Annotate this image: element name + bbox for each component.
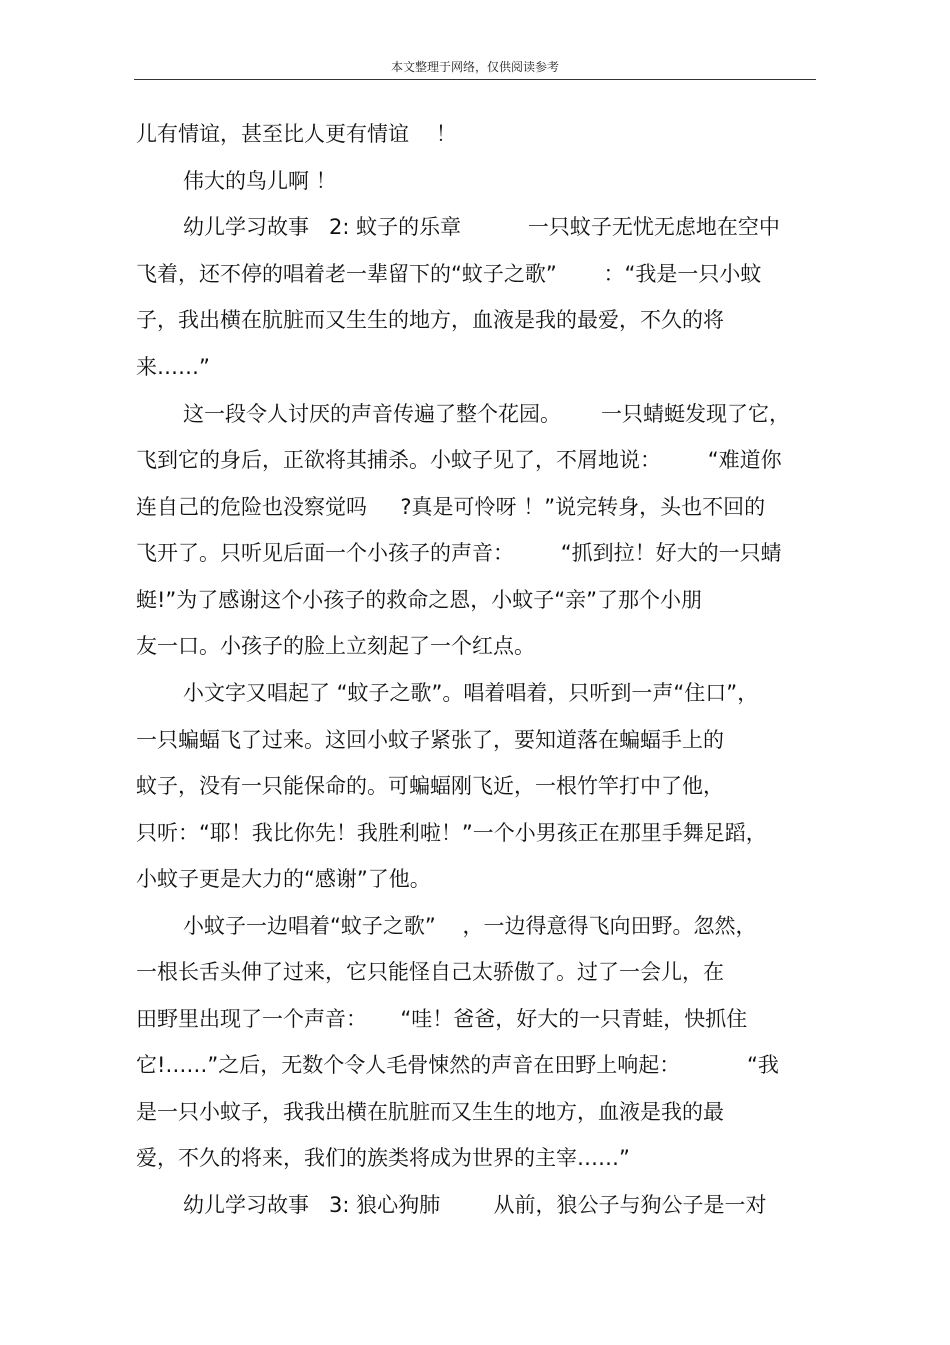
text-line: 田野里出现了一个声音： “哇！爸爸，好大的一只青蛙，快抓住 <box>136 1007 748 1031</box>
text-line: 飞着，还不停的唱着老一辈留下的“蚊子之歌” ：“我是一只小蚊 <box>136 262 762 286</box>
text-line: 幼儿学习故事 3: 狼心狗肺 从前，狼公子与狗公子是一对 <box>183 1193 767 1217</box>
text-line: 来……” <box>136 355 210 379</box>
text-line: 伟大的鸟儿啊 ！ <box>183 169 337 193</box>
text-line: 飞开了。只听见后面一个小孩子的声音： “抓到拉！好大的一只蜻 <box>136 541 782 565</box>
text-line: 它!……”之后，无数个令人毛骨悚然的声音在田野上响起： “我 <box>136 1053 779 1077</box>
text-line: 子，我出横在肮脏而又生生的地方，血液是我的最爱，不久的将 <box>136 308 724 332</box>
text-line: 蜓!”为了感谢这个小孩子的救命之恩，小蚊子“亲”了那个小朋 <box>136 588 703 612</box>
text-line: 幼儿学习故事 2: 蚊子的乐章 一只蚊子无忧无虑地在空中 <box>183 215 780 239</box>
text-line: 连自己的危险也没察觉吗 ?真是可怜呀 ！”说完转身，头也不回的 <box>136 495 766 519</box>
text-line: 是一只小蚊子，我我出横在肮脏而又生生的地方，血液是我的最 <box>136 1100 724 1124</box>
text-line: 小蚊子更是大力的“感谢”了他。 <box>136 867 431 891</box>
page-header: 本文整理于网络，仅供阅读参考 <box>390 60 559 74</box>
text-line: 蚊子，没有一只能保命的。可蝙蝠刚飞近，一根竹竿打中了他， <box>136 774 724 798</box>
text-line: 飞到它的身后，正欲将其捕杀。小蚊子见了，不屑地说： “难道你 <box>136 448 782 472</box>
text-line: 一根长舌头伸了过来，它只能怪自己太骄傲了。过了一会儿，在 <box>136 960 724 984</box>
text-line: 小文字又唱起了 “蚊子之歌”。唱着唱着，只听到一声“住口”， <box>183 681 759 705</box>
text-line: 一只蝙蝠飞了过来。这回小蚊子紧张了，要知道落在蝙蝠手上的 <box>136 728 724 752</box>
text-line: 儿有情谊，甚至比人更有情谊 ！ <box>136 122 457 146</box>
text-line: 只听：“耶！我比你先！我胜利啦！”一个小男孩正在那里手舞足蹈， <box>136 821 767 845</box>
text-line: 友一口。小孩子的脸上立刻起了一个红点。 <box>136 634 535 658</box>
text-line: 这一段令人讨厌的声音传遍了整个花园。 一只蜻蜓发现了它， <box>183 402 791 426</box>
text-line: 爱，不久的将来，我们的族类将成为世界的主宰……” <box>136 1146 630 1170</box>
text-line: 小蚊子一边唱着“蚊子之歌” ，一边得意得飞向田野。忽然， <box>183 914 757 938</box>
